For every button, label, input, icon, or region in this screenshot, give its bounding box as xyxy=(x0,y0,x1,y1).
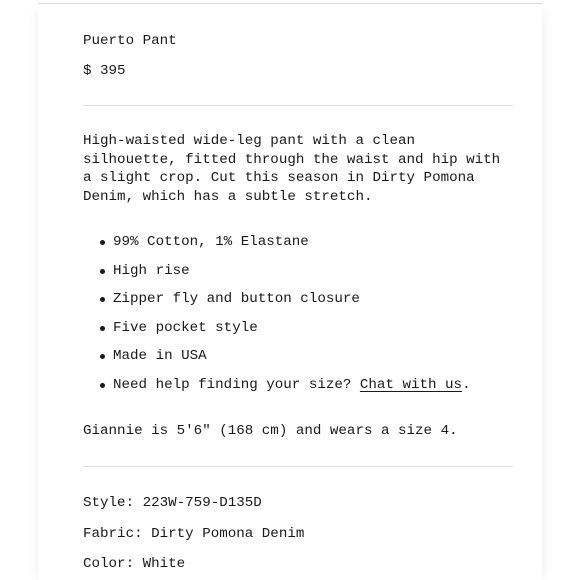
bullet-icon xyxy=(100,326,105,331)
spec-list xyxy=(83,233,471,404)
bullet-icon xyxy=(100,269,105,274)
section-divider xyxy=(83,466,513,467)
bullet-icon xyxy=(100,354,105,359)
description-line: a slight crop. Cut this season in Dirty Pomona xyxy=(83,170,475,186)
top-divider xyxy=(38,3,542,4)
bullet-icon xyxy=(100,383,105,388)
help-suffix: . xyxy=(462,376,471,393)
style-code: Style: 223W-759-D135D xyxy=(83,495,262,511)
product-title: Puerto Pant xyxy=(83,33,177,49)
description-line: Denim, which has a subtle stretch. xyxy=(83,188,373,205)
chat-with-us-link[interactable]: Chat with us xyxy=(359,376,463,393)
spec-item xyxy=(83,347,471,376)
spec-text: High rise xyxy=(113,262,190,279)
spec-text: 99% Cotton, 1% Elastane xyxy=(113,234,309,250)
spec-text: Five pocket style xyxy=(113,319,258,336)
section-divider xyxy=(83,105,513,106)
product-price: $ 395 xyxy=(83,63,126,79)
color-detail: Color: White xyxy=(83,556,186,572)
spec-item-help xyxy=(83,376,471,405)
spec-item xyxy=(83,233,471,262)
description-line: silhouette, fitted through the waist and hip with xyxy=(83,151,501,168)
spec-item xyxy=(83,290,471,319)
spec-item xyxy=(83,262,471,291)
spec-item xyxy=(83,319,471,348)
description-line: High-waisted wide-leg pant with a clean xyxy=(83,133,416,149)
spec-text: Zipper fly and button closure xyxy=(113,291,360,307)
help-prefix: Need help finding your size? xyxy=(113,376,360,393)
bullet-icon xyxy=(100,240,105,245)
spec-text: Made in USA xyxy=(113,348,207,364)
product-description xyxy=(83,132,513,206)
fabric-detail: Fabric: Dirty Pomona Denim xyxy=(83,526,305,542)
bullet-icon xyxy=(100,297,105,302)
fit-note: Giannie is 5'6" (168 cm) and wears a size 4. xyxy=(83,423,458,439)
